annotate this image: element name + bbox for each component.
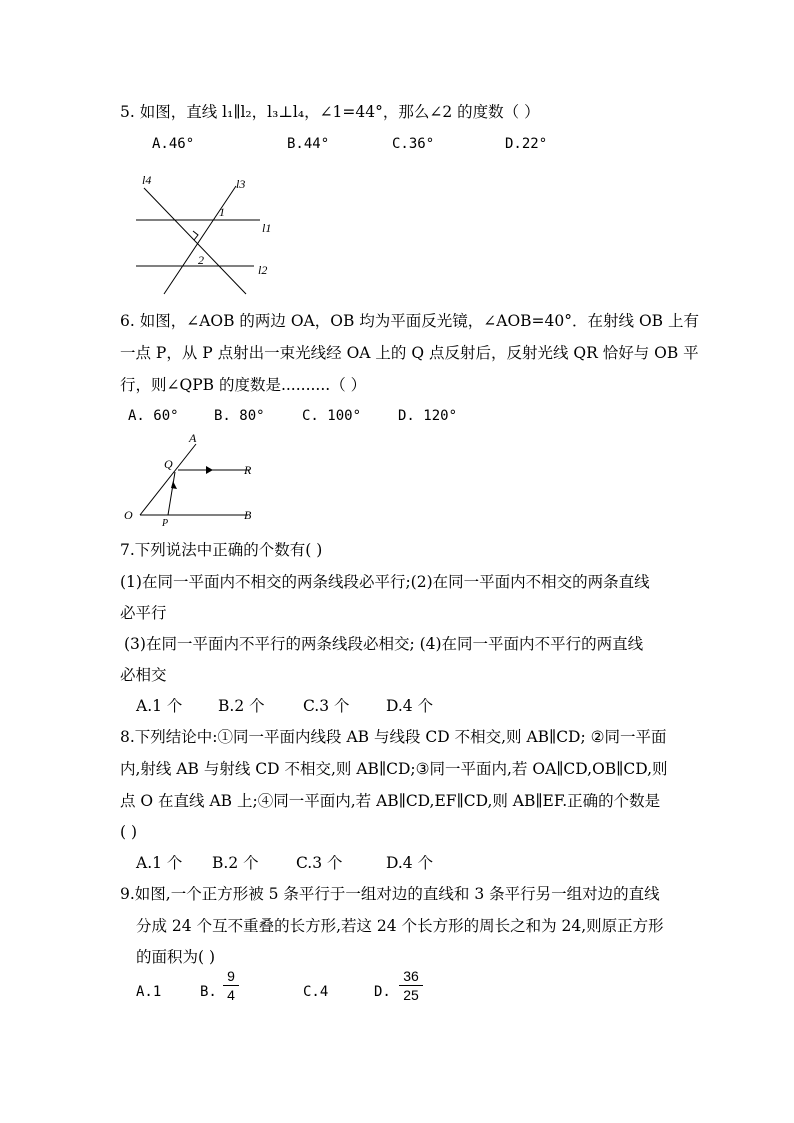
label-R: R [244, 463, 252, 477]
q9-stem-line3: 的面积为( ) [136, 948, 216, 966]
label-A: A [189, 431, 197, 445]
label-P: P [162, 518, 169, 528]
label-B: B [244, 508, 252, 522]
fraction-numerator: 9 [227, 968, 235, 984]
fraction-denominator: 4 [227, 987, 235, 1003]
q7-option-d: D.4 个 [386, 697, 434, 715]
q8-option-b: B.2 个 [212, 854, 259, 872]
q5-option-d: D.22° [505, 136, 548, 152]
label-l1: l1 [262, 221, 272, 235]
q8-option-a: A.1 个 [136, 854, 183, 872]
q7-option-a: A.1 个 [136, 697, 183, 715]
fraction-numerator: 36 [403, 968, 419, 984]
line-l3 [164, 186, 236, 294]
label-O: O [124, 508, 133, 522]
q5-option-b: B.44° [287, 136, 330, 152]
ray-OA [140, 444, 196, 515]
right-angle-mark [193, 231, 198, 240]
q6-option-a: A. 60° [128, 408, 179, 424]
q8-stem-line4: ( ) [120, 823, 138, 841]
q9-stem-line2: 分成 24 个互不重叠的长方形,若这 24 个长方形的周长之和为 24,则原正方形 [136, 917, 664, 935]
q6-option-c: C. 100° [302, 408, 362, 424]
q6-figure [118, 428, 268, 528]
q5-option-a: A.46° [152, 136, 195, 152]
q8-option-d: D.4 个 [386, 854, 434, 872]
q6-stem-line1: 6. 如图，∠AOB 的两边 OA，OB 均为平面反光镜，∠AOB=40°．在射线 OB 上有 [120, 312, 699, 330]
label-l4: l4 [142, 173, 152, 187]
q5-option-c: C.36° [392, 136, 435, 152]
q5-figure [130, 168, 290, 298]
q9-option-b-label: B. [200, 984, 217, 1000]
q8-stem-line1: 8.下列结论中:①同一平面内线段 AB 与线段 CD 不相交,则 AB∥CD; ②同一平面 [120, 728, 667, 746]
q5-stem: 5. 如图，直线 l₁∥l₂，l₃⊥l₄，∠1=44°，那么∠2 的度数（ ） [120, 103, 540, 121]
fraction-bar [399, 985, 423, 986]
label-angle-1: 1 [219, 205, 225, 219]
q7-statement-line2: 必平行 [120, 604, 167, 622]
label-l2: l2 [258, 263, 268, 277]
label-angle-2: 2 [198, 253, 204, 267]
q7-statement-line4: 必相交 [120, 666, 167, 684]
q8-option-c: C.3 个 [296, 854, 343, 872]
q6-option-d: D. 120° [398, 408, 458, 424]
q9-option-a: A.1 [136, 984, 162, 1000]
q7-stem: 7.下列说法中正确的个数有( ) [120, 541, 323, 559]
q7-option-b: B.2 个 [218, 697, 265, 715]
fraction-bar [223, 985, 239, 986]
arrow-to-r [206, 466, 213, 474]
q7-option-c: C.3 个 [303, 697, 350, 715]
q7-statement-line1: (1)在同一平面内不相交的两条线段必平行;(2)在同一平面内不相交的两条直线 [120, 573, 650, 591]
q6-stem-line2: 一点 P，从 P 点射出一束光线经 OA 上的 Q 点反射后，反射光线 QR 恰好与 OB 平 [120, 344, 699, 362]
q9-option-b-fraction [223, 968, 239, 1003]
fraction-denominator: 25 [403, 987, 419, 1003]
q6-stem-line3: 行，则∠QPB 的度数是..........（ ） [120, 376, 367, 394]
line-l4 [144, 188, 246, 294]
q9-option-d-label: D. [374, 984, 391, 1000]
q7-statement-line3: (3)在同一平面内不平行的两条线段必相交; (4)在同一平面内不平行的两直线 [124, 635, 644, 653]
q8-stem-line2: 内,射线 AB 与射线 CD 不相交,则 AB∥CD;③同一平面内,若 OA∥CD,OB∥CD,则 [120, 760, 668, 778]
q9-option-c: C.4 [303, 984, 329, 1000]
q8-stem-line3: 点 O 在直线 AB 上;④同一平面内,若 AB∥CD,EF∥CD,则 AB∥EF.正确的个数是 [120, 792, 661, 810]
label-l3: l3 [236, 177, 246, 191]
q9-stem-line1: 9.如图,一个正方形被 5 条平行于一组对边的直线和 3 条平行另一组对边的直线 [120, 885, 660, 903]
q6-option-b: B. 80° [214, 408, 265, 424]
label-Q: Q [164, 457, 173, 471]
q9-option-d-fraction [399, 968, 423, 1003]
arrow-to-q [171, 481, 177, 489]
